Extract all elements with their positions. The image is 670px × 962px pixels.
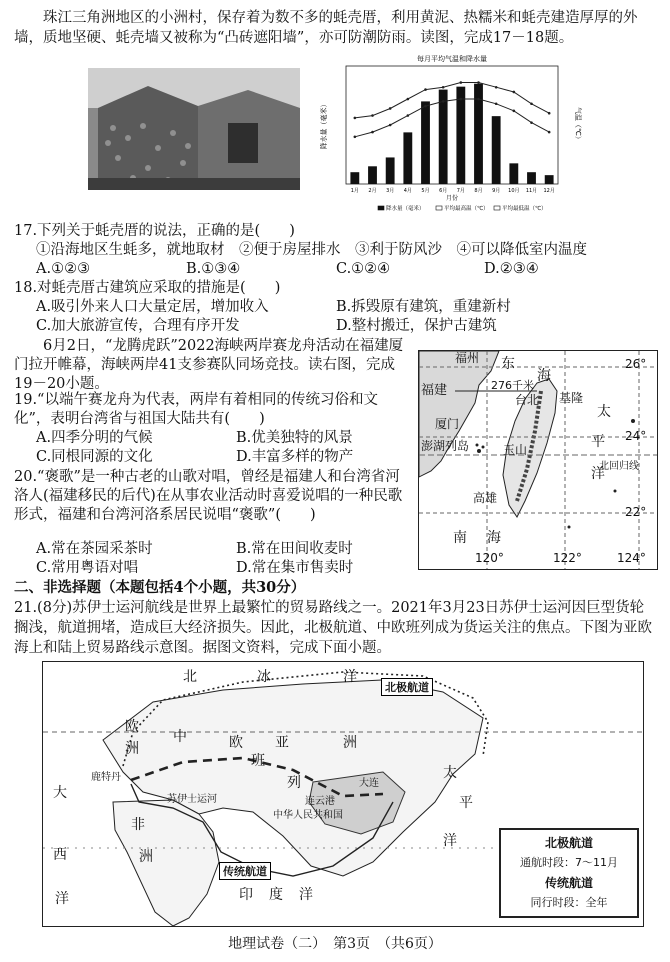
chart-frame [346,66,558,184]
min-temp-line [355,99,549,137]
map-label-dong: 东 [501,356,515,372]
map-label-kaohsiung: 高雄 [473,491,498,505]
route-label-dalian: 大连 [359,778,379,789]
q17-option-d[interactable]: D.②③④ [484,261,539,277]
precip-bar [403,132,412,184]
map-label-xiamen: 厦门 [435,417,460,431]
route-label-zhou-asia: 洲 [343,735,357,751]
max-temp-point [424,88,427,91]
route-label-yang-north: 洋 [343,669,357,685]
max-temp-point [407,98,410,101]
min-temp-point [460,98,463,101]
map-label-distance: 276千米 [491,379,534,392]
map-label-fuzhou: 福州 [455,351,480,365]
route-label-rotterdam: 鹿特丹 [91,772,121,783]
route-label-lianyungang: 连云港 [305,796,335,807]
q17-option-c[interactable]: C.①②④ [336,261,391,277]
route-label-traditional: 传统航道 [219,862,271,880]
map-label-yushan: 玉山 [503,443,528,457]
intro-17-18: 珠江三角洲地区的小洲村，保存着为数不多的蚝壳厝，利用黄泥、热糯米和蚝壳建造厚厚的外墙，质地坚硬、蚝壳墙又被称为“凸砖遮阳墙”，亦可防潮防雨。读图，完成17－18题。 [14,10,638,46]
month-tick-label: 2月 [368,188,377,194]
q19-option-b[interactable]: B.优美独特的风景 [236,430,353,446]
map-lon-120: 120° [475,551,504,565]
legend-swatch [378,206,384,210]
map-lon-122: 122° [553,551,582,565]
y-right-label: 气温（℃） [574,107,582,143]
q20-option-d[interactable]: D.常在集市售卖时 [236,560,354,576]
max-temp-point [548,112,551,115]
q19-option-c[interactable]: C.同根同源的文化 [36,449,153,465]
route-label-arctic: 北极航道 [381,678,433,696]
precip-bar [368,166,377,184]
month-tick-label: 3月 [386,188,395,194]
q18-option-d[interactable]: D.整村搬迁，保护古建筑 [336,318,497,334]
min-temp-point [407,114,410,117]
oyster-house-photo [88,68,300,190]
month-tick-label: 9月 [492,188,501,194]
map-label-fujian: 福建 [421,383,448,398]
taiwan-strait-map [418,350,658,570]
precip-bar [509,163,518,184]
route-legend [499,828,639,918]
q21-intro: 21.(8分)苏伊士运河航线是世界上最繁忙的贸易路线之一。2021年3月23日苏伊士运河因巨型货轮搁浅，航道拥堵，造成巨大经济损失。因此，北极航道、中欧班列成为货运关注的焦点。下图为亚欧海上和陆上贸易路线示意图。据图文资料，完成下面小题。 [14,600,652,656]
q17-option-b[interactable]: B.①③④ [186,261,241,277]
month-tick-label: 6月 [439,188,448,194]
route-label-ping: 平 [459,795,473,811]
q19-option-d[interactable]: D.丰富多样的物产 [236,449,354,465]
max-temp-point [460,81,463,84]
route-label-prc: 中华人民共和国 [273,810,343,821]
precip-bar [456,87,465,184]
x-axis-label: 月份 [445,195,459,202]
month-tick-label: 10月 [508,188,520,194]
legend-swatch [436,206,442,210]
y-left-label: 降水量（毫米） [320,100,328,150]
max-temp-point [442,86,445,89]
route-label-ya: 亚 [275,735,289,751]
route-label-xi: 西 [53,847,67,863]
legend-label: 降水量（毫米） [386,206,425,212]
route-label-ou2: 欧 [229,735,243,751]
map-label-nan: 南 [453,530,467,546]
route-label-ban: 班 [251,753,265,769]
legend-swatch [494,206,500,210]
month-tick-label: 12月 [543,188,555,194]
max-temp-point [513,91,516,94]
legend-trad-title: 传统航道 [544,876,593,890]
min-temp-point [354,136,357,139]
route-label-zhong: 中 [173,729,187,745]
route-label-suez: 苏伊士运河 [167,794,217,805]
route-label-lie: 列 [287,775,301,791]
q17-stem: 17.下列关于蚝壳厝的说法，正确的是( ) [14,223,295,239]
route-label-yin: 印 [239,887,253,903]
intro-19-20: 6月2日，“龙腾虎跃”2022海峡两岸赛龙舟活动在福建厦门拉开帷幕，海峡两岸41支参赛队同场竞技。读右图，完成19－20小题。 [14,338,404,392]
route-label-da: 大 [53,785,67,801]
precip-bar [527,172,536,184]
month-tick-label: 1月 [350,188,359,194]
q20-option-a[interactable]: A.常在茶园采茶时 [36,541,153,557]
route-label-bei: 北 [183,669,197,685]
q18-stem: 18.对蚝壳厝古建筑应采取的措施是( ) [14,280,281,296]
month-tick-label: 7月 [456,188,465,194]
q17-items: ①沿海地区生蚝多，就地取材 ②便于房屋排水 ③利于防风沙 ④可以降低室内温度 [36,242,587,258]
legend-label: 平均最低温（℃） [502,206,547,212]
page-footer: 地理试卷（二） 第3页 （共6页） [228,936,442,952]
map-label-taipei: 台北 [515,393,540,407]
map-label-keelung: 基隆 [559,391,584,405]
precip-bar [439,90,448,184]
precip-bar [492,116,501,184]
map-label-nanhai: 海 [487,530,501,546]
route-label-du: 度 [269,887,283,903]
route-label-ou: 欧 [125,719,139,735]
q17-option-a[interactable]: A.①②③ [36,261,91,277]
month-tick-label: 8月 [474,188,483,194]
legend-arctic-time: 通航时段：7～11月 [520,856,618,869]
route-label-yang-indian: 洋 [299,887,313,903]
q18-option-a[interactable]: A.吸引外来人口大量定居，增加收入 [36,299,269,315]
route-label-yang-atlantic: 洋 [55,891,69,907]
trade-route-map [42,661,644,927]
chart-title: 每月平均气温和降水量 [417,55,487,63]
month-tick-label: 5月 [421,188,430,194]
map-label-yang: 洋 [591,466,605,482]
q18-option-c[interactable]: C.加大旅游宣传，合理有序开发 [36,318,240,334]
max-temp-point [371,114,374,117]
climate-chart [318,52,586,214]
q20-stem: 20.“褒歌”是一种古老的山歌对唱，曾经是福建人和台湾省河洛人(福建移民的后代)在从事农业活动时喜爱说唱的一种民歌形式，福建和台湾河洛系居民说唱“褒歌”( ) [14,469,403,523]
map-label-tropic: 北回归线 [599,461,639,472]
route-label-zhou-africa: 洲 [139,849,153,865]
max-temp-point [354,117,357,120]
map-label-hai: 海 [537,368,551,384]
precip-bar [545,175,554,184]
min-temp-point [442,100,445,103]
map-lat-26: 26° [625,357,647,371]
route-label-fei: 非 [131,817,145,833]
max-temp-point [495,86,498,89]
max-temp-point [389,107,392,110]
max-temp-point [530,102,533,105]
min-temp-point [477,98,480,101]
map-label-ping: 平 [591,434,605,450]
q19-option-a[interactable]: A.四季分明的气候 [36,430,153,446]
q20-option-b[interactable]: B.常在田间收麦时 [236,541,353,557]
q19-stem: 19.“以端午赛龙舟为代表，两岸有着相同的传统习俗和文化”，表明台湾省与祖国大陆共有( ) [14,392,378,427]
route-label-zhou-europe: 洲 [125,741,139,757]
max-temp-point [477,81,480,84]
map-lon-124: 124° [617,551,646,565]
month-tick-label: 11月 [525,188,538,194]
q20-option-c[interactable]: C.常用粤语对唱 [36,560,139,576]
legend-label: 平均最高温（℃） [444,206,489,212]
route-label-bing: 冰 [257,669,271,685]
min-temp-point [513,110,516,113]
min-temp-point [495,102,498,105]
min-temp-point [548,131,551,134]
legend-trad-time: 同行时段：全年 [530,896,608,909]
min-temp-point [530,121,533,124]
route-label-yang-pacific: 洋 [443,833,457,849]
map-lat-24: 24° [625,429,647,443]
month-tick-label: 4月 [403,188,412,194]
map-label-penghu: 澎湖列岛 [421,439,470,453]
map-lat-22: 22° [625,505,647,519]
map-label-tai: 太 [597,404,611,420]
min-temp-point [389,124,392,127]
precip-bar [421,101,430,184]
precip-bar [386,157,395,184]
q18-option-b[interactable]: B.拆毁原有建筑，重建新村 [336,299,511,315]
route-label-tai: 太 [443,765,457,781]
legend-arctic-title: 北极航道 [544,836,593,850]
section-2-heading: 二、非选择题（本题包括4个小题，共30分） [14,579,306,596]
min-temp-point [371,131,374,134]
min-temp-point [424,105,427,108]
precip-bar [350,172,359,184]
